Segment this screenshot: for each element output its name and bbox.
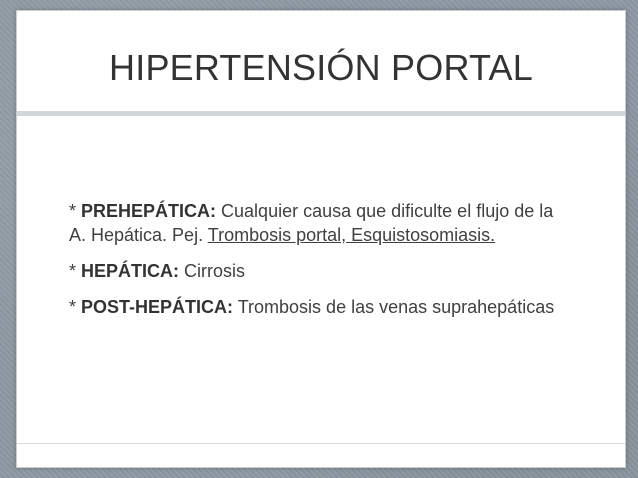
item-hepatica (69, 259, 569, 283)
item-underlined-text: Trombosis portal, Esquistosomiasis. (207, 225, 496, 245)
slide-title: HIPERTENSIÓN PORTAL (109, 47, 533, 88)
item-text: Cualquier causa que dificulte el flujo de la A. Hepática. Pej. (69, 201, 554, 245)
item-bullet: * (69, 261, 82, 281)
footer-divider (17, 443, 625, 444)
item-post-hepatica (69, 295, 569, 319)
item-label: PREHEPÁTICA: (81, 201, 217, 221)
title-divider (17, 111, 625, 116)
item-prehepatica (69, 199, 569, 247)
item-bullet: * (69, 297, 82, 317)
slide (16, 10, 626, 468)
item-text: Trombosis de las venas suprahepáticas (233, 297, 555, 317)
item-bullet: * (69, 201, 82, 221)
item-label: HEPÁTICA: (81, 261, 180, 281)
item-text: Cirrosis (179, 261, 246, 281)
item-label: POST-HEPÁTICA: (81, 297, 234, 317)
slide-content (69, 199, 569, 331)
